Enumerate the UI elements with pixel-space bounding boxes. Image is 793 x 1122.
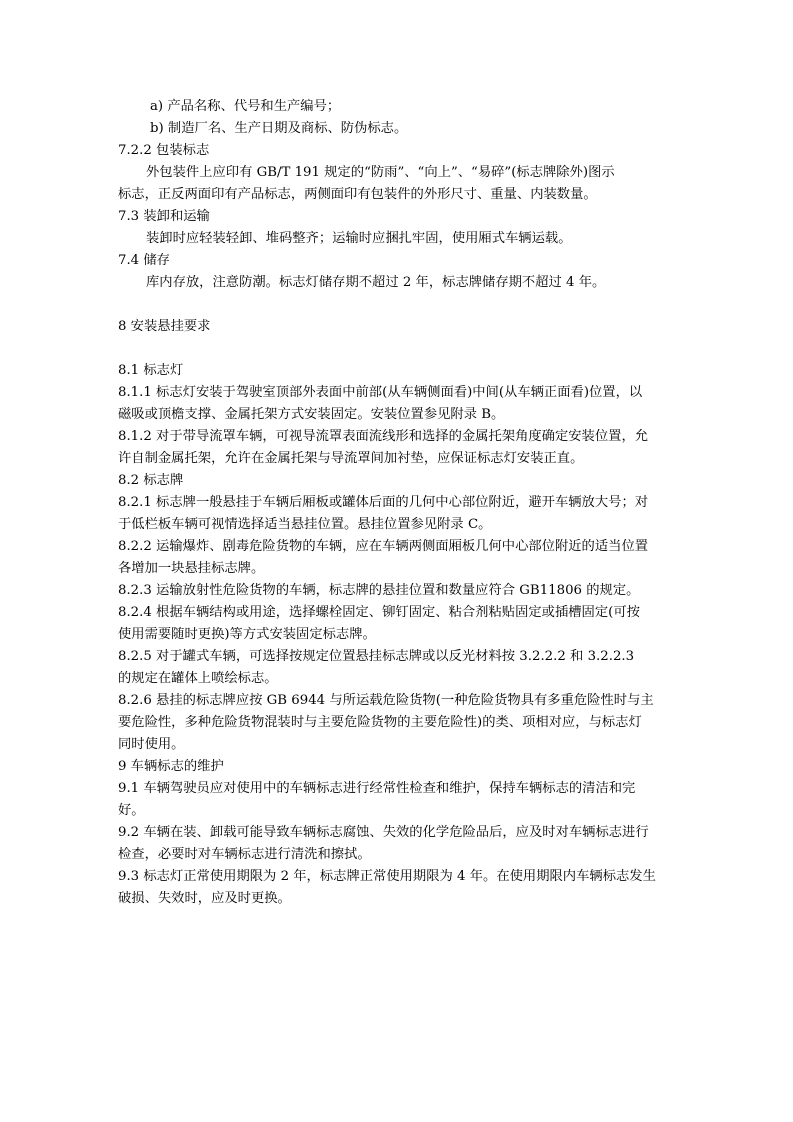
- paragraph-line: 9.2 车辆在装、卸载可能导致车辆标志腐蚀、失效的化学危险品后，应及时对车辆标志进行: [118, 825, 649, 840]
- spacer: [118, 294, 681, 316]
- paragraph-line: 8.2.5 对于罐式车辆，可选择按规定位置悬挂标志牌或以反光材料按 3.2.2.2 和 3.2.2.3: [118, 649, 635, 664]
- list-item-b: b) 制造厂名、生产日期及商标、防伪标志。: [150, 121, 408, 136]
- paragraph-line: 检查，必要时对车辆标志进行清洗和擦拭。: [118, 847, 371, 862]
- paragraph-line: 9.1 车辆驾驶员应对使用中的车辆标志进行经常性检查和维护，保持车辆标志的清洁和完: [118, 781, 636, 796]
- chapter-heading-9: 9 车辆标志的维护: [118, 759, 224, 774]
- list-item-a: a) 产品名称、代号和生产编号；: [150, 99, 341, 114]
- paragraph-line: 许自制金属托架，允许在金属托架与导流罩间加衬垫，应保证标志灯安装正直。: [118, 451, 584, 466]
- paragraph-line: 于低栏板车辆可视情选择适当悬挂位置。悬挂位置参见附录 C。: [118, 517, 492, 532]
- paragraph-line: 8.1.1 标志灯安装于驾驶室顶部外表面中前部(从车辆侧面看)中间(从车辆正面看)位置，以: [118, 385, 643, 400]
- paragraph-line: 磁吸或顶檐支撑、金属托架方式安装固定。安装位置参见附录 B。: [118, 407, 505, 422]
- paragraph-line: 破损、失效时，应及时更换。: [118, 891, 291, 906]
- spacer: [118, 338, 681, 360]
- paragraph-line: 要危险性，多种危险货物混装时与主要危险货物的主要危险性)的类、项相对应，与标志灯: [118, 715, 642, 730]
- section-heading-7-3: 7.3 装卸和运输: [118, 209, 210, 224]
- paragraph-line: 外包装件上应印有 GB/T 191 规定的“防雨”、“向上”、“易碎”(标志牌除外)图示: [146, 165, 615, 180]
- paragraph-line: 8.2.1 标志牌一般悬挂于车辆后厢板或罐体后面的几何中心部位附近，避开车辆放大号；对: [118, 495, 649, 510]
- paragraph-line: 8.2.2 运输爆炸、剧毒危险货物的车辆，应在车辆两侧面厢板几何中心部位附近的适当位置: [118, 539, 649, 554]
- paragraph-line: 库内存放，注意防潮。标志灯储存期不超过 2 年，标志牌储存期不超过 4 年。: [146, 275, 606, 290]
- section-heading-7-4: 7.4 储存: [118, 253, 170, 268]
- section-heading-7-2-2: 7.2.2 包装标志: [118, 143, 210, 158]
- paragraph-line: 使用需要随时更换)等方式安装固定标志牌。: [118, 627, 376, 642]
- paragraph-line: 8.1.2 对于带导流罩车辆，可视导流罩表面流线形和选择的金属托架角度确定安装位置，允: [118, 429, 649, 444]
- chapter-heading-8: 8 安装悬挂要求: [118, 319, 211, 334]
- paragraph-line: 8.2.3 运输放射性危险货物的车辆，标志牌的悬挂位置和数量应符合 GB11806 的规定。: [118, 583, 640, 598]
- section-heading-8-2: 8.2 标志牌: [118, 473, 184, 488]
- section-heading-8-1: 8.1 标志灯: [118, 363, 184, 378]
- paragraph-line: 装卸时应轻装轻卸、堆码整齐；运输时应捆扎牢固，使用厢式车辆运载。: [146, 231, 572, 246]
- paragraph-line: 标志，正反两面印有产品标志，两侧面印有包装件的外形尺寸、重量、内装数量。: [118, 187, 597, 202]
- paragraph-line: 8.2.6 悬挂的标志牌应按 GB 6944 与所运载危险货物(一种危险货物具有多重危险性时与主: [118, 693, 654, 708]
- paragraph-line: 的规定在罐体上喷绘标志。: [118, 671, 278, 686]
- paragraph-line: 8.2.4 根据车辆结构或用途，选择螺栓固定、铆钉固定、粘合剂粘贴固定或插槽固定(可按: [118, 605, 640, 620]
- paragraph-line: 各增加一块悬挂标志牌。: [118, 561, 265, 576]
- paragraph-line: 9.3 标志灯正常使用期限为 2 年，标志牌正常使用期限为 4 年。在使用期限内车辆标志发生: [118, 869, 656, 884]
- paragraph-line: 好。: [118, 803, 145, 818]
- paragraph-line: 同时使用。: [118, 737, 185, 752]
